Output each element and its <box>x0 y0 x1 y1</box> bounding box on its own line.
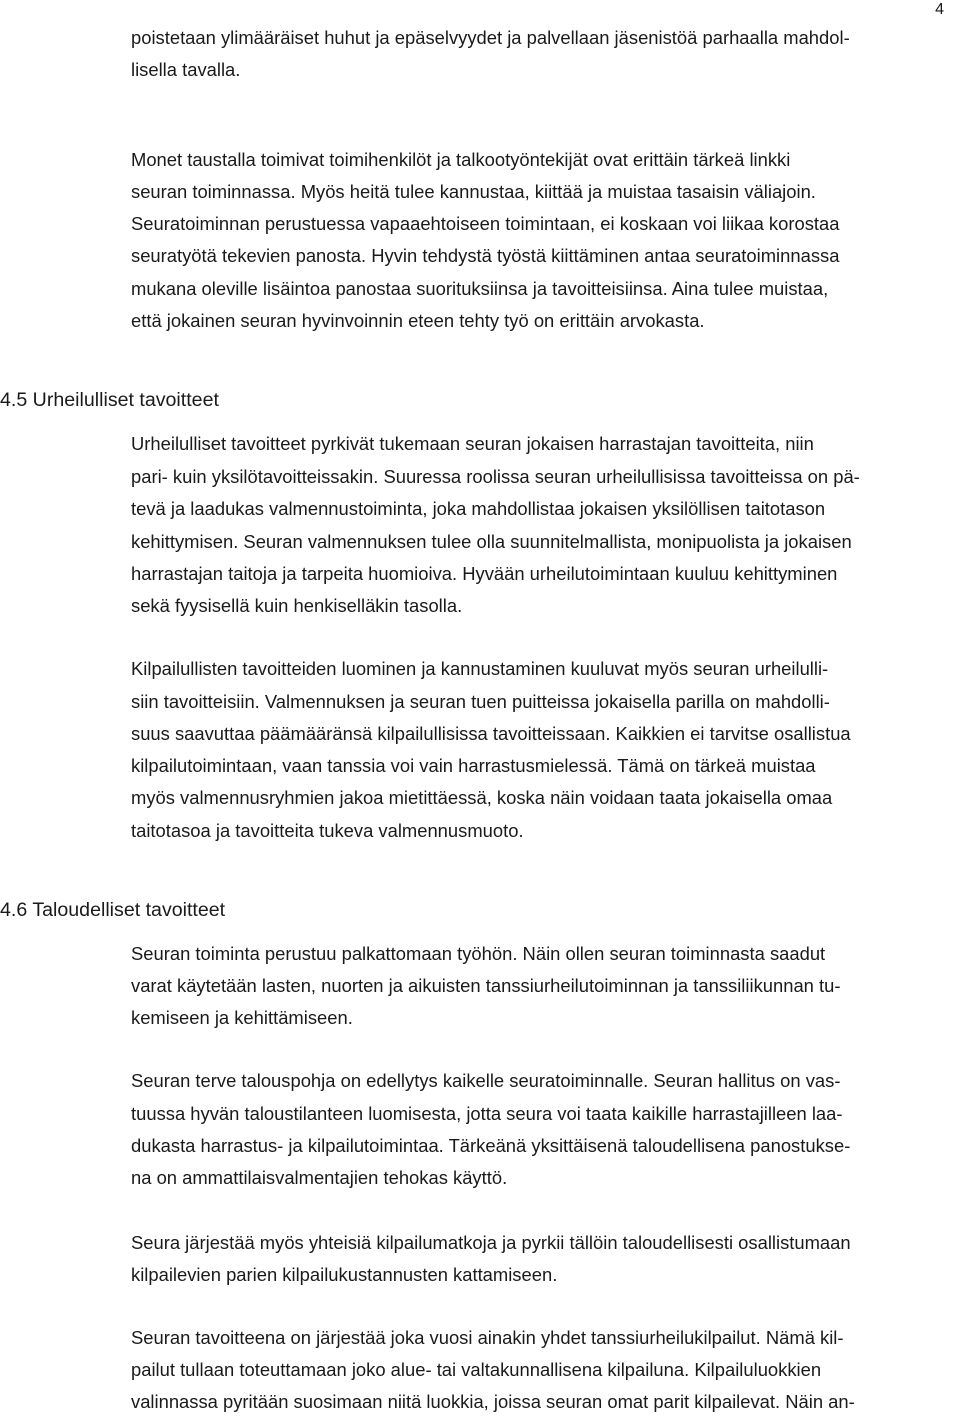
text-line: sekä fyysisellä kuin henkiselläkin tasolla. <box>131 595 463 616</box>
text-line: suus saavuttaa päämääränsä kilpailullisissa tavoitteissaan. Kaikkien ei tarvitse osallistua <box>131 723 851 744</box>
text-line: harrastajan taitoja ja tarpeita huomioiva. Hyvään urheilutoimintaan kuuluu kehittyminen <box>131 563 838 584</box>
section-heading: 4.6 Taloudelliset tavoitteet <box>0 899 226 921</box>
text-line: pari- kuin yksilötavoitteissakin. Suuressa roolissa seuran urheilullisissa tavoitteissa on pä- <box>131 466 860 487</box>
text-line: lisella tavalla. <box>131 59 241 80</box>
text-line: kemiseen ja kehittämiseen. <box>131 1007 353 1028</box>
text-line: kehittymisen. Seuran valmennuksen tulee olla suunnitelmallista, monipuolista ja jokaisen <box>131 531 852 552</box>
text-line: Seuran terve talouspohja on edellytys kaikelle seuratoiminnalle. Seuran hallitus on vas- <box>131 1070 841 1091</box>
text-line: tevä ja laadukas valmennustoiminta, joka mahdollistaa jokaisen yksilöllisen taitotason <box>131 498 826 519</box>
text-line: Seuran toiminta perustuu palkattomaan työhön. Näin ollen seuran toiminnasta saadut <box>131 943 826 964</box>
text-line: Seuran tavoitteena on järjestää joka vuosi ainakin yhdet tanssiurheilukilpailut. Nämä kil- <box>131 1327 844 1348</box>
text-line: dukasta harrastus- ja kilpailutoimintaa. Tärkeänä yksittäisenä taloudellisena panostukse- <box>131 1135 851 1156</box>
text-line: seuratyötä tekevien panosta. Hyvin tehdystä työstä kiittäminen antaa seuratoiminnassa <box>131 245 840 266</box>
text-line: myös valmennusryhmien jakoa mietittäessä, koska näin voidaan taata jokaisella omaa <box>131 787 833 808</box>
text-line: että jokainen seuran hyvinvoinnin eteen tehty työ on erittäin arvokasta. <box>131 310 705 331</box>
text-line: varat käytetään lasten, nuorten ja aikuisten tanssiurheilutoiminnan ja tanssiliikunnan tu- <box>131 975 841 996</box>
text-line: pailut tullaan toteuttamaan joko alue- tai valtakunnallisena kilpailuna. Kilpailuluokkien <box>131 1359 822 1380</box>
text-line: Seuratoiminnan perustuessa vapaaehtoiseen toimintaan, ei koskaan voi liikaa korostaa <box>131 213 840 234</box>
text-line: Seura järjestää myös yhteisiä kilpailumatkoja ja pyrkii tällöin taloudellisesti osallistumaan <box>131 1232 851 1253</box>
text-line: Urheilulliset tavoitteet pyrkivät tukemaan seuran jokaisen harrastajan tavoitteita, niin <box>131 433 814 454</box>
text-line: Monet taustalla toimivat toimihenkilöt ja talkootyöntekijät ovat erittäin tärkeä linkki <box>131 149 791 170</box>
text-line: kilpailutoimintaan, vaan tanssia voi vain harrastusmielessä. Tämä on tärkeä muistaa <box>131 755 816 776</box>
page-number: 4 <box>935 1 944 18</box>
text-line: poistetaan ylimääräiset huhut ja epäselvyydet ja palvellaan jäsenistöä parhaalla mahdol- <box>131 27 850 48</box>
text-line: na on ammattilaisvalmentajien tehokas käyttö. <box>131 1167 508 1188</box>
section-heading: 4.5 Urheilulliset tavoitteet <box>0 389 219 411</box>
text-line: mukana oleville lisäintoa panostaa suorituksiinsa ja tavoitteisiinsa. Aina tulee muistaa, <box>131 278 829 299</box>
text-line: Kilpailullisten tavoitteiden luominen ja kannustaminen kuuluvat myös seuran urheilulli- <box>131 658 829 679</box>
text-line: seuran toiminnassa. Myös heitä tulee kannustaa, kiittää ja muistaa tasaisin väliajoin. <box>131 181 816 202</box>
text-line: siin tavoitteisiin. Valmennuksen ja seuran tuen puitteissa jokaisella parilla on mahdolli- <box>131 691 830 712</box>
text-line: kilpailevien parien kilpailukustannusten kattamiseen. <box>131 1264 558 1285</box>
text-line: tuussa hyvän taloustilanteen luomisesta, jotta seura voi taata kaikille harrastajilleen laa- <box>131 1103 843 1124</box>
text-line: taitotasoa ja tavoitteita tukeva valmennusmuoto. <box>131 820 524 841</box>
text-line: valinnassa pyritään suosimaan niitä luokkia, joissa seuran omat parit kilpailevat. Näin an- <box>131 1391 855 1412</box>
